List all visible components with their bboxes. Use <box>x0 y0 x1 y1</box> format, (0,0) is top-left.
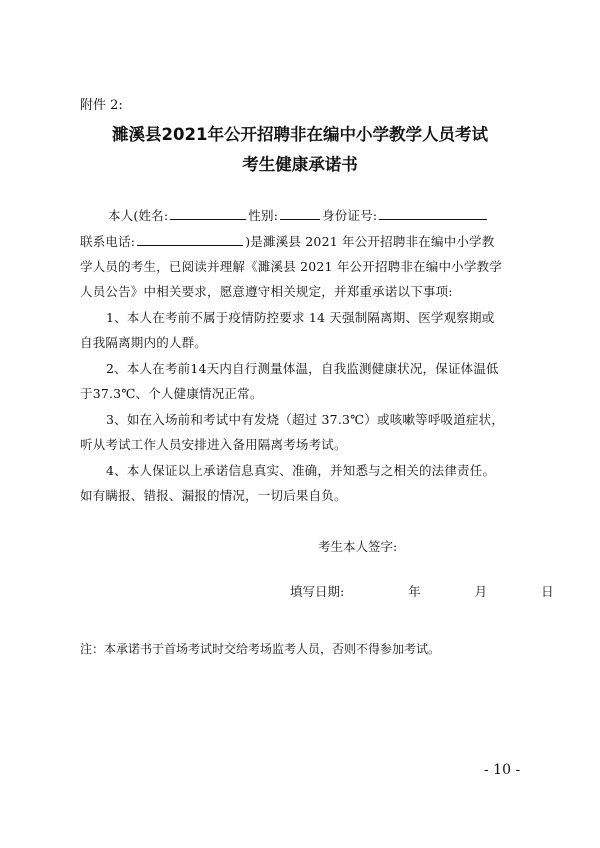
footnote: 注：本承诺书于首场考试时交给考场监考人员，否则不得参加考试。 <box>80 642 441 656</box>
sex-label: 性别: <box>248 208 279 223</box>
date-month: 月 <box>474 584 488 599</box>
signature-label: 考生本人签字: <box>318 539 398 554</box>
body-line: 如有瞒报、错报、漏报的情况，一切后果自负。 <box>80 488 347 503</box>
body-line: 自我隔离期内的人群。 <box>80 335 208 350</box>
sex-blank <box>280 207 320 220</box>
date-day: 日 <box>541 584 554 599</box>
document-subtitle: 考生健康承诺书 <box>242 155 358 174</box>
personal-info-line <box>108 206 528 224</box>
id-label: 身份证号: <box>322 208 378 223</box>
name-label: 本人(姓名: <box>108 208 169 223</box>
body-line: 人员公告》中相关要求，愿意遵守相关规定，并郑重承诺以下事项: <box>80 284 453 299</box>
id-blank <box>379 207 487 220</box>
date-label: 填写日期: <box>290 584 345 599</box>
commitment-item-1: 1、本人在考前不属于疫情防控要求 14 天强制隔离期、医学观察期或 <box>106 310 495 325</box>
phone-label: 联系电话: <box>80 234 136 249</box>
document-title: 濉溪县2021年公开招聘非在编中小学教学人员考试 <box>112 125 488 144</box>
name-blank <box>170 207 246 220</box>
body-line: 于37.3℃、个人健康情况正常。 <box>80 386 263 401</box>
commitment-item-4: 4、本人保证以上承诺信息真实、准确，并知悉与之相关的法律责任。 <box>106 463 496 478</box>
phone-line <box>80 232 525 250</box>
body-line: 学人员的考生，已阅读并理解《濉溪县 2021 年公开招聘非在编中小学教学 <box>80 259 502 274</box>
attachment-label: 附件 2: <box>80 98 123 113</box>
date-year: 年 <box>408 584 421 599</box>
commitment-item-3: 3、如在入场前和考试中有发烧（超过 37.3℃）或咳嗽等呼吸道症状， <box>106 412 505 427</box>
commitment-item-2: 2、本人在考前14天内自行测量体温，自我监测健康状况，保证体温低 <box>106 361 499 376</box>
date-line <box>290 582 554 600</box>
body-line: 听从考试工作人员安排进入备用隔离考场考试。 <box>80 437 347 452</box>
phone-suffix: )是濉溪县 2021 年公开招聘非在编中小学教 <box>245 234 495 249</box>
phone-blank <box>137 233 243 246</box>
page-number: - 10 - <box>484 762 521 778</box>
